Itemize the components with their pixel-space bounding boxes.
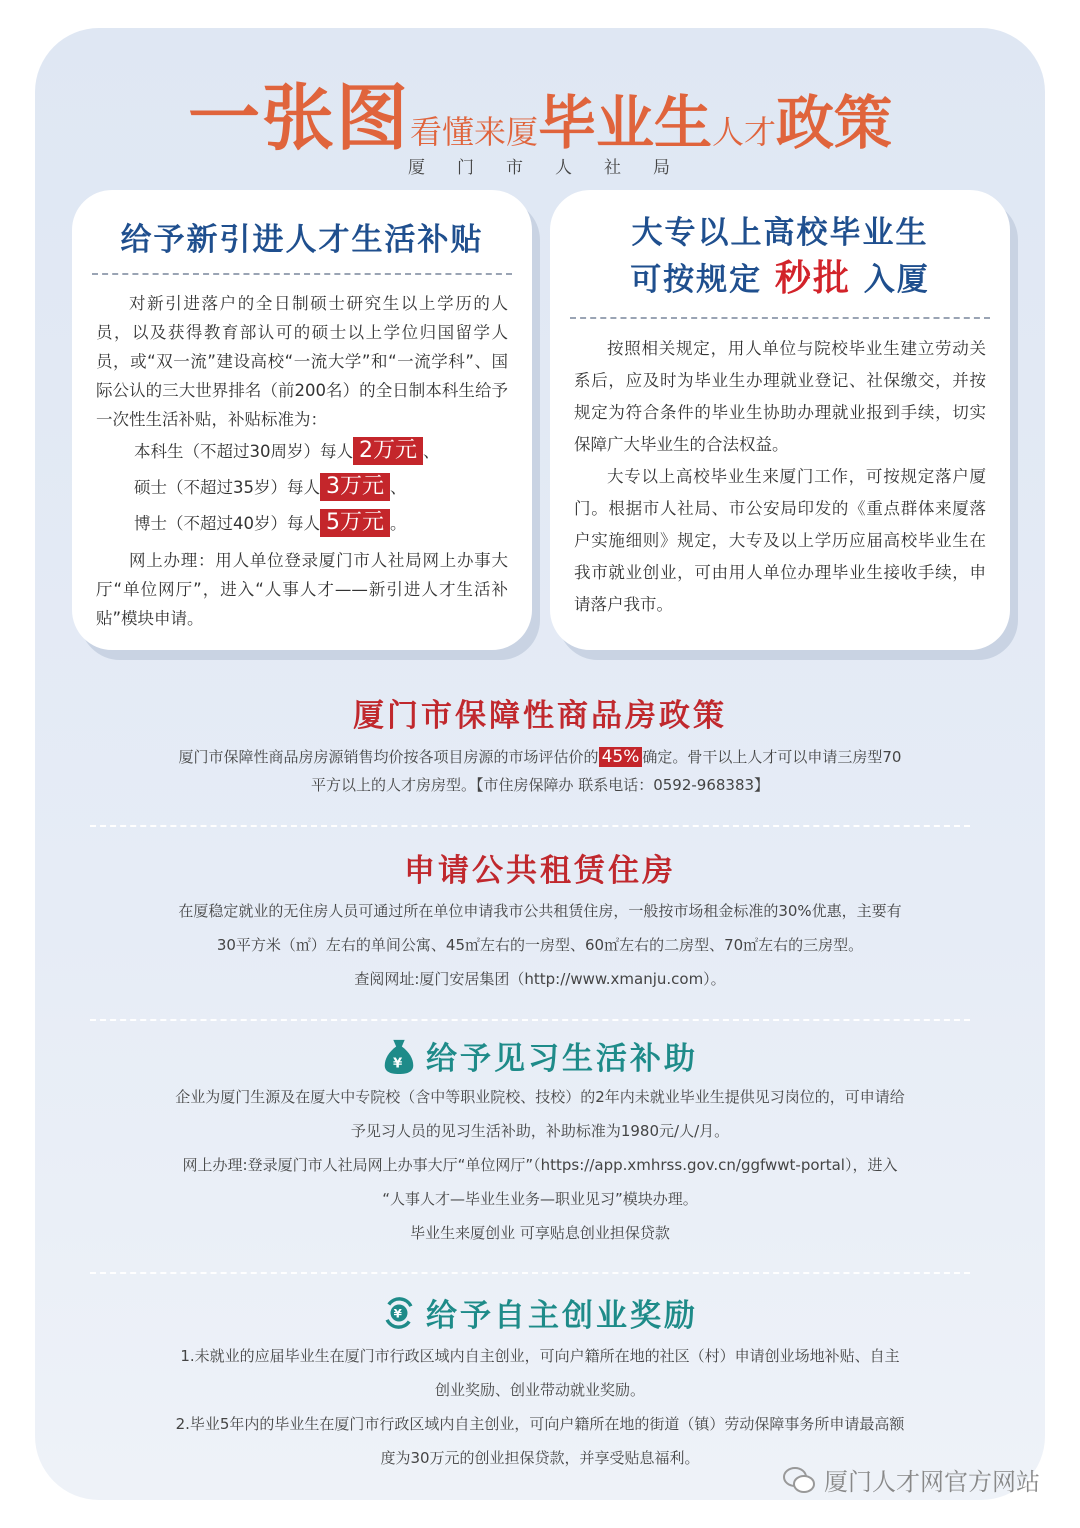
- divider: [92, 273, 512, 275]
- section-text: 予见习人员的见习生活补助，补助标准为1980元/人/月。: [350, 1122, 730, 1140]
- section-text: 度为30万元的创业担保贷款，并享受贴息福利。: [380, 1449, 700, 1467]
- section-text: 30平方米（㎡）左右的单间公寓、45㎡左右的一房型、60㎡左右的二房型、70㎡左右的三房型。: [216, 936, 864, 954]
- section-text: “人事人才—毕业生业务—职业见习”模块办理。: [382, 1190, 698, 1208]
- section-title: 厦门市保障性商品房政策: [353, 698, 727, 734]
- title-text: 给予见习生活补助: [426, 1041, 698, 1077]
- online-process: 网上办理：用人单位登录厦门市人社局网上办事大厅“单位网厅”，进入“人事人才——新引进人才生活补贴”模块申请。: [96, 551, 508, 628]
- startup-section: [60, 1290, 1020, 1475]
- section-text: 平方以上的人才房房型。【市住房保障办 联系电话：0592-968383】: [310, 776, 770, 794]
- section-text: [60, 743, 1020, 771]
- title-part: 看懂来厦: [409, 113, 538, 151]
- divider: [570, 317, 990, 319]
- section-text: 创业奖励、创业带动就业奖励。: [434, 1381, 645, 1399]
- amount-badge: 2万元: [353, 437, 423, 465]
- issuer: 厦门市人社局: [408, 158, 702, 178]
- amount-badge: 5万元: [320, 509, 390, 537]
- text: 确定。骨干以上人才可以申请三房型70: [642, 748, 902, 766]
- title-line: 入厦: [863, 262, 930, 298]
- page-title: [0, 60, 1080, 164]
- section-title: [60, 1290, 1020, 1335]
- watermark-text: 厦门人才网官方网站: [824, 1468, 1040, 1496]
- item-label: 硕士（不超过35岁）每人: [134, 478, 320, 497]
- punct: 。: [390, 514, 407, 533]
- title-text: 给予自主创业奖励: [426, 1298, 698, 1334]
- svg-text:¥: ¥: [393, 1306, 405, 1321]
- section-text: 企业为厦门生源及在厦大中专院校（含中等职业院校、技校）的2年内未就业毕业生提供见习岗位的，可申请给: [175, 1088, 905, 1106]
- card-intro: 对新引进落户的全日制硕士研究生以上学历的人员，以及获得教育部认可的硕士以上学位归国留学人员，或“双一流”建设高校“一流大学”和“一流学科”、国际公认的三大世界排名（前200名）的全日制本科生给予一次性生活补贴，补贴标准为：: [96, 294, 508, 429]
- text: 厦门市保障性商品房房源销售均价按各项目房源的市场评估价的: [178, 748, 599, 766]
- card-title: [550, 210, 1010, 303]
- item-label: 本科生（不超过30周岁）每人: [134, 442, 353, 461]
- paragraph: 按照相关规定，用人单位与院校毕业生建立劳动关系后，应及时为毕业生办理就业登记、社保缴交，并按规定为符合条件的毕业生协助办理就业报到手续，切实保障广大毕业生的合法权益。: [574, 339, 986, 454]
- section-title: 申请公共租赁住房: [404, 853, 676, 889]
- divider: [90, 825, 970, 827]
- title-line: 可按规定: [630, 262, 763, 298]
- paragraph: 大专以上高校毕业生来厦门工作，可按规定落户厦门。根据市人社局、市公安局印发的《重点群体来厦落户实施细则》规定，大专及以上学历应届高校毕业生在我市就业创业，可由用人单位办理毕业生接收手续，申请落户我市。: [574, 467, 986, 614]
- percent-badge: 45%: [599, 747, 643, 767]
- card-title: 给予新引进人才生活补贴: [120, 222, 484, 258]
- title-highlight: 秒批: [774, 258, 851, 299]
- divider: [90, 1272, 970, 1274]
- section-text: 2.毕业5年内的毕业生在厦门市行政区域内自主创业，可向户籍所在地的街道（镇）劳动保障事务所申请最高额: [175, 1415, 905, 1433]
- title-part: 政策: [776, 89, 893, 157]
- punct: 、: [390, 478, 407, 497]
- subsidy-item: [72, 506, 532, 542]
- rental-section: [60, 845, 1020, 996]
- section-text: 1.未就业的应届毕业生在厦门市行政区域内自主创业，可向户籍所在地的社区（村）申请创业场地补贴、自主: [180, 1347, 900, 1365]
- item-label: 博士（不超过40岁）每人: [134, 514, 320, 533]
- punct: 、: [423, 442, 440, 461]
- wechat-icon: [782, 1465, 816, 1495]
- section-text: 在厦稳定就业的无住房人员可通过所在单位申请我市公共租赁住房，一般按市场租金标准的30%优惠，主要有: [178, 902, 902, 920]
- yuan-cycle-icon: [382, 1294, 416, 1332]
- title-part: 人才: [712, 113, 777, 151]
- section-text: 网上办理:登录厦门市人社局网上办事大厅“单位网厅”（https://app.xmhrss.gov.cn/ggfwwt-portal），进入: [182, 1156, 898, 1174]
- divider: [90, 1019, 970, 1021]
- section-text: 毕业生来厦创业 可享贴息创业担保贷款: [410, 1224, 670, 1242]
- internship-section: [60, 1033, 1020, 1250]
- money-bag-icon: [382, 1037, 416, 1075]
- section-text: 查阅网址:厦门安居集团（http://www.xmanju.com）。: [354, 970, 726, 988]
- title-part: 一张图: [187, 76, 410, 160]
- settlement-card: [550, 190, 1010, 650]
- subsidy-item: [72, 434, 532, 470]
- housing-section: [60, 690, 1020, 799]
- svg-text:¥: ¥: [392, 1056, 406, 1072]
- section-title: [60, 1033, 1020, 1078]
- talent-subsidy-card: [72, 190, 532, 650]
- amount-badge: 3万元: [320, 473, 390, 501]
- title-line: 大专以上高校毕业生: [631, 215, 929, 251]
- subsidy-item: [72, 470, 532, 506]
- watermark: [782, 1462, 1040, 1497]
- title-part: 毕业生: [537, 89, 712, 157]
